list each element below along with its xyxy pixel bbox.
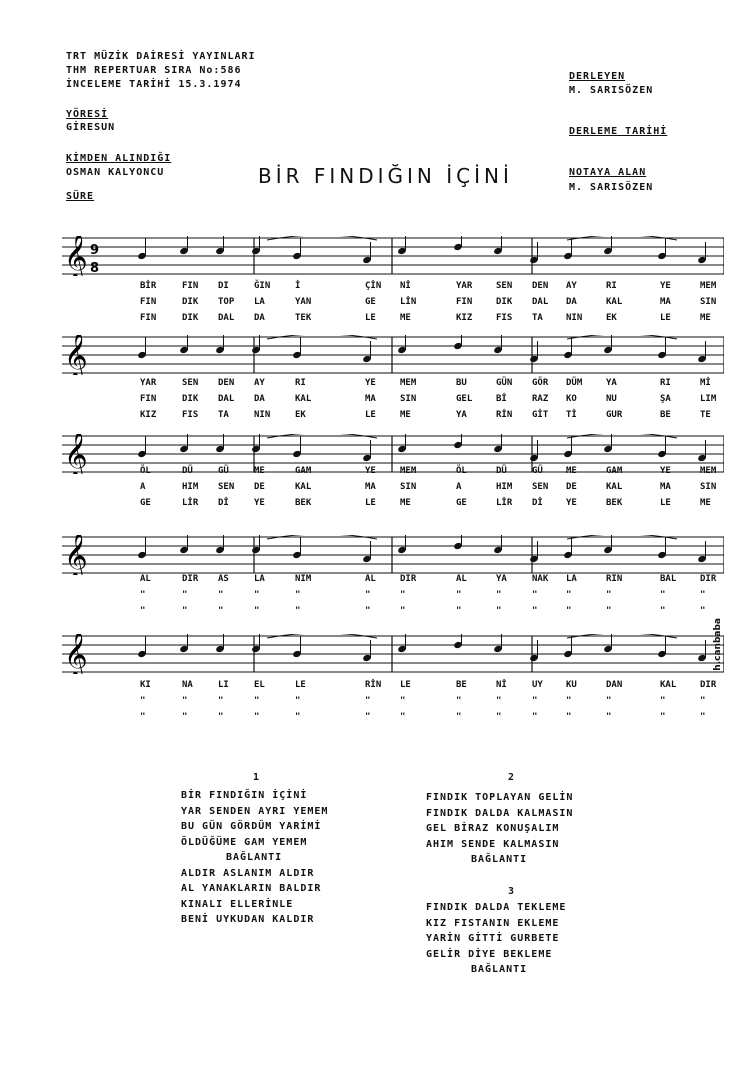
lyric-syllable: DIR — [182, 574, 199, 584]
lyric-syllable: YA — [606, 378, 617, 388]
lyric-syllable: " — [140, 712, 146, 722]
verse-line: KIZ FISTANIN EKLEME — [426, 917, 560, 929]
region-value: GİRESUN — [66, 122, 116, 133]
verse-line: GELİR DİYE BEKLEME — [426, 948, 553, 960]
lyric-syllable: YA — [496, 574, 507, 584]
lyric-syllable: " — [295, 606, 301, 616]
lyric-syllable: DIK — [182, 394, 199, 404]
lyric-syllable: DEN — [532, 281, 549, 291]
lyric-syllable: ĞIN — [254, 281, 271, 291]
refrain-label: BAĞLANTI — [471, 854, 528, 865]
lyric-syllable: HIM — [496, 482, 513, 492]
lyric-syllable: NAK — [532, 574, 549, 584]
lyric-syllable: " — [254, 606, 260, 616]
lyric-syllable: " — [606, 606, 612, 616]
music-staff — [62, 634, 724, 674]
lyric-syllable: " — [660, 712, 666, 722]
lyric-syllable: GUR — [606, 410, 623, 420]
lyric-syllable: RİN — [365, 680, 382, 690]
lyric-syllable: ÖL — [456, 466, 467, 476]
lyric-syllable: LE — [365, 410, 376, 420]
lyric-syllable: DIK — [496, 297, 513, 307]
lyric-syllable: LE — [400, 680, 411, 690]
lyric-syllable: ME — [700, 498, 711, 508]
lyric-syllable: DA — [566, 297, 577, 307]
lyric-syllable: BEK — [295, 498, 312, 508]
lyric-syllable: GÜ — [218, 466, 229, 476]
lyric-syllable: YE — [566, 498, 577, 508]
lyric-syllable: " — [140, 696, 146, 706]
treble-clef-icon: 𝄞 — [64, 236, 88, 276]
notation-label: NOTAYA ALAN — [569, 167, 647, 178]
lyric-syllable: " — [365, 696, 371, 706]
lyric-syllable: LE — [660, 313, 671, 323]
lyric-syllable: " — [400, 712, 406, 722]
lyric-syllable: LİN — [400, 297, 417, 307]
lyric-syllable: Mİ — [700, 378, 711, 388]
lyric-syllable: Dİ — [532, 498, 543, 508]
lyric-syllable: ÖL — [140, 466, 151, 476]
music-staff — [62, 335, 724, 375]
lyric-syllable: " — [365, 712, 371, 722]
lyric-syllable: " — [456, 712, 462, 722]
lyric-syllable: " — [218, 590, 224, 600]
lyric-syllable: " — [218, 606, 224, 616]
lyric-row — [100, 482, 717, 495]
lyric-row — [100, 680, 717, 693]
lyric-syllable: SEN — [496, 281, 513, 291]
lyric-syllable: NU — [606, 394, 617, 404]
lyric-syllable: " — [496, 696, 502, 706]
lyric-syllable: YE — [254, 498, 265, 508]
verse-1-number: 1 — [253, 772, 260, 783]
signature: h.canbaba — [713, 618, 723, 671]
lyric-syllable: FIN — [456, 297, 473, 307]
lyric-syllable: FIN — [140, 394, 157, 404]
lyric-syllable: BAL — [660, 574, 677, 584]
lyric-syllable: GAM — [606, 466, 623, 476]
lyric-syllable: LA — [254, 297, 265, 307]
lyric-syllable: " — [532, 590, 538, 600]
lyric-syllable: ME — [700, 313, 711, 323]
lyric-row — [100, 498, 711, 511]
lyric-syllable: SIN — [400, 482, 417, 492]
lyric-syllable: KIZ — [456, 313, 473, 323]
lyric-syllable: LİR — [496, 498, 513, 508]
lyric-syllable: " — [400, 606, 406, 616]
lyric-syllable: DÜ — [496, 466, 507, 476]
source-value: OSMAN KALYONCU — [66, 167, 165, 178]
lyric-syllable: " — [660, 590, 666, 600]
lyric-syllable: YE — [365, 466, 376, 476]
refrain-label: BAĞLANTI — [226, 852, 283, 863]
lyric-syllable: TOP — [218, 297, 235, 307]
review-date-text: İNCELEME TARİHİ 15.3.1974 — [66, 79, 242, 90]
lyric-syllable: LIM — [700, 394, 717, 404]
lyric-syllable: " — [606, 590, 612, 600]
lyric-syllable: AY — [254, 378, 265, 388]
lyric-syllable: ME — [254, 466, 265, 476]
treble-clef-icon: 𝄞 — [64, 335, 88, 375]
music-staff — [62, 236, 724, 276]
lyric-syllable: ME — [400, 498, 411, 508]
verse-line: YARİN GİTTİ GURBETE — [426, 933, 560, 944]
lyric-syllable: Nİ — [496, 680, 507, 690]
lyric-syllable: MA — [660, 297, 671, 307]
lyric-syllable: LE — [365, 498, 376, 508]
header-left-info — [66, 50, 256, 92]
lyric-row — [100, 696, 706, 709]
music-staff — [62, 535, 724, 575]
lyric-syllable: AL — [365, 574, 376, 584]
lyric-syllable: " — [218, 712, 224, 722]
lyric-syllable: " — [254, 696, 260, 706]
lyric-row — [100, 410, 711, 423]
lyric-syllable: RI — [660, 378, 671, 388]
lyric-syllable: DE — [566, 482, 577, 492]
lyric-syllable: YE — [660, 281, 671, 291]
lyric-syllable: " — [566, 712, 572, 722]
lyric-syllable: SIN — [400, 394, 417, 404]
refrain-line: ALDIR ASLANIM ALDIR — [181, 867, 315, 879]
lyric-syllable: DAL — [218, 394, 235, 404]
compiler-label: DERLEYEN — [569, 71, 626, 82]
lyric-syllable: MEM — [400, 466, 417, 476]
lyric-syllable: TA — [532, 313, 543, 323]
compile-date-label: DERLEME TARİHİ — [569, 126, 668, 137]
lyric-syllable: " — [606, 696, 612, 706]
lyric-syllable: " — [566, 606, 572, 616]
lyric-syllable: " — [456, 696, 462, 706]
lyric-syllable: İ — [295, 281, 301, 291]
refrain-line: KINALI ELLERİNLE — [181, 898, 294, 910]
treble-clef-icon: 𝄞 — [64, 434, 88, 474]
lyric-syllable: ME — [566, 466, 577, 476]
lyric-syllable: AL — [456, 574, 467, 584]
lyric-syllable: GÖR — [532, 378, 549, 388]
verse-line: FINDIK TOPLAYAN GELİN — [426, 792, 574, 803]
lyric-syllable: " — [566, 590, 572, 600]
lyric-syllable: " — [532, 712, 538, 722]
lyric-syllable: " — [660, 606, 666, 616]
verse-line: FINDIK DALDA TEKLEME — [426, 902, 567, 913]
verse-2 — [426, 790, 573, 868]
lyric-syllable: " — [182, 606, 188, 616]
verse-1 — [181, 788, 328, 928]
lyric-syllable: LA — [566, 574, 577, 584]
lyric-syllable: YAR — [140, 378, 157, 388]
lyric-syllable: BE — [660, 410, 671, 420]
lyric-syllable: " — [700, 590, 706, 600]
lyric-syllable: GAM — [295, 466, 312, 476]
lyric-syllable: AY — [566, 281, 577, 291]
lyric-syllable: Bİ — [496, 394, 507, 404]
lyric-syllable: YAR — [456, 281, 473, 291]
lyric-syllable: " — [295, 590, 301, 600]
lyric-syllable: TA — [218, 410, 229, 420]
lyric-syllable: " — [254, 590, 260, 600]
duration-label: SÜRE — [66, 191, 95, 202]
lyric-row — [100, 378, 711, 391]
lyric-syllable: FIN — [140, 297, 157, 307]
lyric-syllable: MA — [660, 482, 671, 492]
lyric-row — [100, 281, 717, 294]
lyric-syllable: HIM — [182, 482, 199, 492]
lyric-syllable: SIN — [700, 482, 717, 492]
lyric-syllable: KI — [140, 680, 151, 690]
verse-3 — [426, 900, 566, 978]
lyric-syllable: FIN — [140, 313, 157, 323]
lyric-syllable: " — [532, 606, 538, 616]
compiler-value: M. SARISÖZEN — [569, 85, 654, 96]
verse-line: FINDIK DALDA KALMASIN — [426, 807, 574, 819]
lyric-row — [100, 297, 717, 310]
verse-line: GEL BİRAZ KONUŞALIM — [426, 823, 560, 834]
song-title: BİR FINDIĞIN İÇİNİ — [258, 164, 513, 188]
lyric-row — [100, 313, 711, 326]
lyric-syllable: DIK — [182, 297, 199, 307]
lyric-syllable: GEL — [456, 394, 473, 404]
lyric-row — [100, 466, 717, 479]
lyric-syllable: NIN — [254, 410, 271, 420]
verse-line: YAR SENDEN AYRI YEMEM — [181, 805, 329, 817]
lyric-syllable: YAN — [295, 297, 312, 307]
lyric-syllable: ŞA — [660, 394, 671, 404]
lyric-syllable: A — [140, 482, 146, 492]
lyric-syllable: " — [456, 590, 462, 600]
lyric-syllable: " — [700, 606, 706, 616]
lyric-syllable: NIM — [295, 574, 312, 584]
region-label: YÖRESİ — [66, 109, 109, 120]
lyric-syllable: KAL — [660, 680, 677, 690]
lyric-syllable: " — [606, 712, 612, 722]
lyric-syllable: EK — [295, 410, 306, 420]
lyric-syllable: " — [295, 696, 301, 706]
verse-line: ÖLDÜĞÜME GAM YEMEM — [181, 836, 308, 848]
lyric-syllable: GE — [365, 297, 376, 307]
lyric-syllable: " — [365, 590, 371, 600]
treble-clef-icon: 𝄞 — [64, 535, 88, 575]
lyric-syllable: GÜ — [532, 466, 543, 476]
time-sig-top: 9 — [90, 243, 100, 258]
lyric-syllable: MA — [365, 482, 376, 492]
lyric-syllable: TEK — [295, 313, 312, 323]
refrain-line: BENİ UYKUDAN KALDIR — [181, 914, 315, 925]
lyric-syllable: KAL — [606, 297, 623, 307]
lyric-row — [100, 574, 717, 587]
lyric-syllable: KIZ — [140, 410, 157, 420]
lyric-row — [100, 712, 706, 725]
lyric-syllable: NA — [182, 680, 193, 690]
lyric-syllable: NIN — [566, 313, 583, 323]
lyric-syllable: RI — [606, 281, 617, 291]
lyric-syllable: KAL — [295, 482, 312, 492]
lyric-syllable: FIS — [496, 313, 513, 323]
time-sig-bottom: 8 — [90, 261, 100, 276]
lyric-syllable: AS — [218, 574, 229, 584]
lyric-syllable: KAL — [606, 482, 623, 492]
lyric-syllable: RI — [295, 378, 306, 388]
lyric-row — [100, 590, 706, 603]
lyric-syllable: Nİ — [400, 281, 411, 291]
lyric-syllable: Dİ — [218, 498, 229, 508]
lyric-syllable: " — [182, 712, 188, 722]
verse-2-number: 2 — [508, 772, 515, 783]
refrain-label: BAĞLANTI — [471, 964, 528, 975]
lyric-syllable: DIR — [400, 574, 417, 584]
lyric-row — [100, 606, 706, 619]
lyric-syllable: " — [496, 712, 502, 722]
lyric-syllable: " — [400, 696, 406, 706]
lyric-syllable: " — [254, 712, 260, 722]
lyric-syllable: DA — [254, 313, 265, 323]
notation-value: M. SARISÖZEN — [569, 182, 654, 193]
lyric-syllable: FIS — [182, 410, 199, 420]
verse-line: BU GÜN GÖRDÜM YARİMİ — [181, 821, 322, 832]
publisher-text: TRT MÜZİK DAİRESİ YAYINLARI — [66, 51, 256, 62]
lyric-syllable: MEM — [700, 466, 717, 476]
lyric-syllable: LİR — [182, 498, 199, 508]
lyric-syllable: " — [365, 606, 371, 616]
lyric-syllable: YE — [365, 378, 376, 388]
repertoire-text: THM REPERTUAR SIRA No:586 — [66, 65, 242, 76]
lyric-syllable: A — [456, 482, 462, 492]
lyric-row — [100, 394, 717, 407]
lyric-syllable: GE — [456, 498, 467, 508]
lyric-syllable: " — [566, 696, 572, 706]
lyric-syllable: " — [532, 696, 538, 706]
lyric-syllable: DA — [254, 394, 265, 404]
lyric-syllable: DÜ — [182, 466, 193, 476]
lyric-syllable: " — [400, 590, 406, 600]
lyric-syllable: " — [182, 696, 188, 706]
verse-3-number: 3 — [508, 886, 515, 897]
verse-line: BİR FINDIĞIN İÇİNİ — [181, 790, 308, 801]
lyric-syllable: KU — [566, 680, 577, 690]
lyric-syllable: ME — [400, 410, 411, 420]
lyric-syllable: TE — [700, 410, 711, 420]
lyric-syllable: " — [295, 712, 301, 722]
lyric-syllable: " — [496, 606, 502, 616]
lyric-syllable: BİR — [140, 281, 157, 291]
lyric-syllable: MEM — [700, 281, 717, 291]
lyric-syllable: DIR — [700, 574, 717, 584]
lyric-syllable: DAL — [218, 313, 235, 323]
lyric-syllable: " — [496, 590, 502, 600]
lyric-syllable: EK — [606, 313, 617, 323]
lyric-syllable: " — [700, 696, 706, 706]
lyric-syllable: " — [140, 606, 146, 616]
lyric-syllable: LE — [295, 680, 306, 690]
lyric-syllable: AL — [140, 574, 151, 584]
lyric-syllable: GİT — [532, 410, 549, 420]
lyric-syllable: GE — [140, 498, 151, 508]
lyric-syllable: DEN — [218, 378, 235, 388]
lyric-syllable: RIN — [606, 574, 623, 584]
lyric-syllable: " — [140, 590, 146, 600]
lyric-syllable: " — [218, 696, 224, 706]
lyric-syllable: DÜM — [566, 378, 583, 388]
lyric-syllable: " — [456, 606, 462, 616]
lyric-syllable: LE — [365, 313, 376, 323]
lyric-syllable: YE — [660, 466, 671, 476]
lyric-syllable: BE — [456, 680, 467, 690]
lyric-syllable: ME — [400, 313, 411, 323]
lyric-syllable: SEN — [218, 482, 235, 492]
lyric-syllable: SEN — [532, 482, 549, 492]
lyric-syllable: LA — [254, 574, 265, 584]
lyric-syllable: " — [182, 590, 188, 600]
lyric-syllable: DIK — [182, 313, 199, 323]
lyric-syllable: KO — [566, 394, 577, 404]
lyric-syllable: SEN — [182, 378, 199, 388]
lyric-syllable: KAL — [295, 394, 312, 404]
lyric-syllable: MEM — [400, 378, 417, 388]
refrain-line: AL YANAKLARIN BALDIR — [181, 883, 322, 894]
lyric-syllable: " — [660, 696, 666, 706]
lyric-syllable: BU — [456, 378, 467, 388]
lyric-syllable: RİN — [496, 410, 513, 420]
lyric-syllable: LE — [660, 498, 671, 508]
lyric-syllable: YA — [456, 410, 467, 420]
lyric-syllable: DIR — [700, 680, 717, 690]
lyric-syllable: BEK — [606, 498, 623, 508]
lyric-syllable: DE — [254, 482, 265, 492]
lyric-syllable: EL — [254, 680, 265, 690]
lyric-syllable: UY — [532, 680, 543, 690]
lyric-syllable: Tİ — [566, 410, 577, 420]
lyric-syllable: DI — [218, 281, 229, 291]
lyric-syllable: MA — [365, 394, 376, 404]
lyric-syllable: FIN — [182, 281, 199, 291]
lyric-syllable: ÇİN — [365, 281, 382, 291]
treble-clef-icon: 𝄞 — [64, 634, 88, 674]
lyric-syllable: SIN — [700, 297, 717, 307]
lyric-syllable: DAN — [606, 680, 623, 690]
verse-line: AHIM SENDE KALMASIN — [426, 838, 560, 850]
source-label: KİMDEN ALINDIĞI — [66, 153, 172, 164]
lyric-syllable: RAZ — [532, 394, 549, 404]
lyric-syllable: " — [700, 712, 706, 722]
lyric-syllable: GÜN — [496, 378, 513, 388]
lyric-syllable: LI — [218, 680, 229, 690]
lyric-syllable: DAL — [532, 297, 549, 307]
